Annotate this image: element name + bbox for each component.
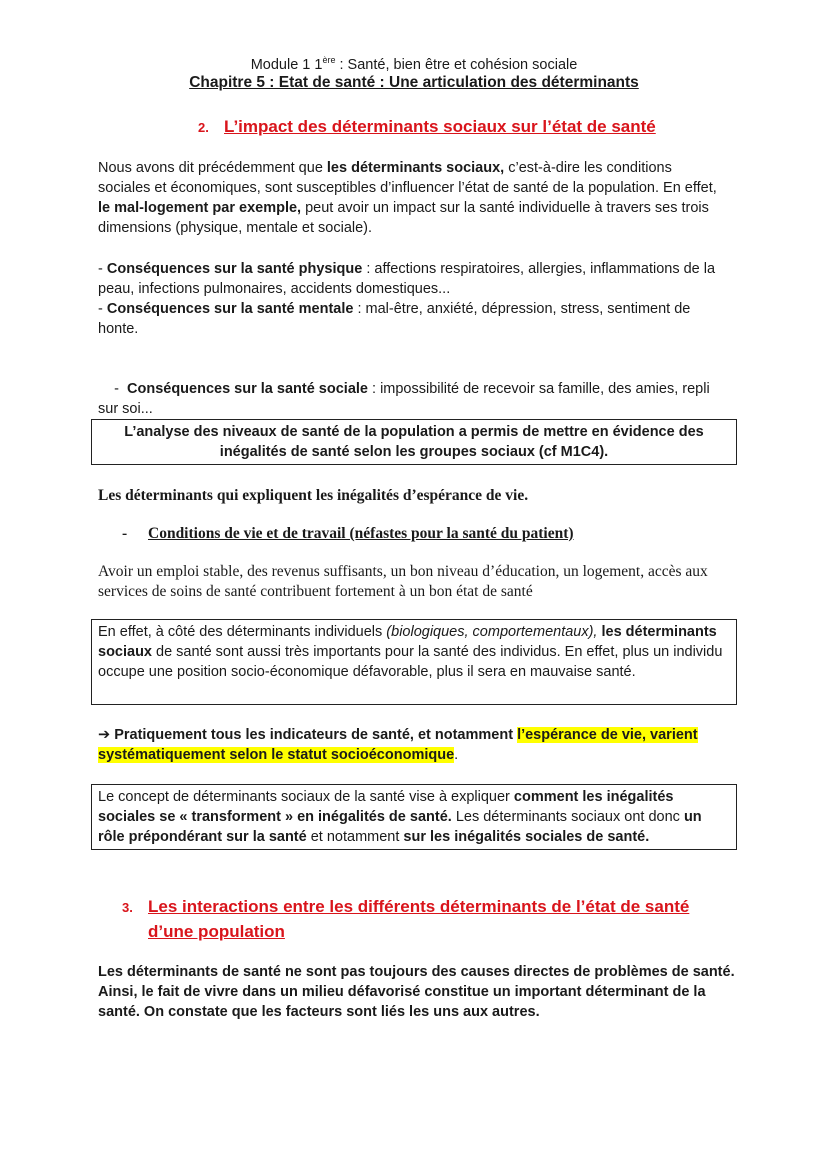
inequalities-box-text: L’analyse des niveaux de santé de la population a permis de mettre en évidence des inégalités de santé selon les groupes sociaux (cf M1C4). bbox=[124, 424, 704, 460]
consequence-mental: - Conséquences sur la santé mentale : mal-être, anxiété, dépression, stress, sentiment de honte. bbox=[98, 301, 691, 337]
section-2-number: 2. bbox=[198, 120, 209, 135]
chapter-title: Chapitre 5 : Etat de santé : Une articulation des déterminants bbox=[189, 74, 639, 91]
arrow-icon: ➔ bbox=[98, 727, 115, 743]
determinants-heading: Les déterminants qui expliquent les inégalités d’espérance de vie. bbox=[98, 487, 529, 504]
section-2-heading bbox=[198, 116, 656, 139]
section-3-heading bbox=[122, 895, 689, 944]
module-line: Module 1 1ère : Santé, bien être et cohésion sociale bbox=[250, 55, 578, 73]
consequence-physical: - Conséquences sur la santé physique : affections respiratoires, allergies, inflammations de la peau, infections pulmonaires, accidents domestiques... bbox=[98, 261, 716, 297]
intro-paragraph: Nous avons dit précédemment que les déterminants sociaux, c’est-à-dire les conditions sociales et économiques, sont susceptibles d’influencer l’état de santé de la population. En effet, le mal-logement par exemple, peut avoir un impact sur la santé individuelle à travers ses trois dimensions (physique, mentale et sociale). bbox=[98, 160, 717, 236]
section-3-number: 3. bbox=[122, 900, 133, 915]
section-3-title-line1: Les interactions entre les différents déterminants de l’état de santé bbox=[148, 897, 690, 916]
concept-box-text: Le concept de déterminants sociaux de la santé vise à expliquer comment les inégalités sociales se « transforment » en inégalités de santé. Les déterminants sociaux ont donc un rôle prépondérant sur la santé et notamment sur les inégalités sociales de santé. bbox=[98, 789, 702, 845]
highlighted-text: l’espérance de vie, varient systématiquement selon le statut socioéconomique bbox=[98, 727, 698, 763]
living-conditions-paragraph: Avoir un emploi stable, des revenus suffisants, un bon niveau d’éducation, un logement, accès aux services de soins de santé contribuent fortement à un bon état de santé bbox=[98, 563, 708, 600]
arrow-paragraph: ➔ Pratiquement tous les indicateurs de santé, et notamment l’espérance de vie, varient systématiquement selon le statut socioéconomique. bbox=[98, 727, 698, 763]
section-2-title: L’impact des déterminants sociaux sur l’état de santé bbox=[224, 117, 656, 136]
section-3-paragraph: Les déterminants de santé ne sont pas toujours des causes directes de problèmes de santé. Ainsi, le fait de vivre dans un milieu défavorisé constitue un important déterminant de la santé. On constate que les facteurs sont liés les uns aux autres. bbox=[98, 964, 735, 1020]
section-3-title-line2: d’une population bbox=[148, 922, 285, 941]
living-conditions-bullet: - Conditions de vie et de travail (néfastes pour la santé du patient) bbox=[122, 525, 574, 542]
social-determinants-box-text: En effet, à côté des déterminants individuels (biologiques, comportementaux), les déterminants sociaux de santé sont aussi très importants pour la santé des individus. En effet, plus un individu occupe une position socio-économique défavorable, plus il sera en mauvaise santé. bbox=[98, 624, 723, 680]
consequence-social: - Conséquences sur la santé sociale : impossibilité de recevoir sa famille, des amies, repli sur soi... bbox=[98, 381, 714, 417]
